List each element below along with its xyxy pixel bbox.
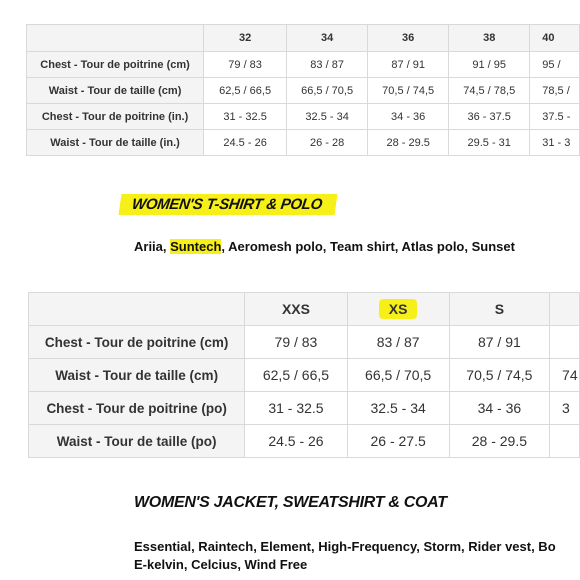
table-cell: 31 - 3: [530, 130, 580, 156]
table-row: [27, 78, 580, 104]
xs-highlight: XS: [379, 299, 418, 319]
table-cell: 34 - 36: [449, 392, 549, 425]
table-cell: [550, 425, 580, 458]
table-row: [27, 104, 580, 130]
size-header: [550, 293, 580, 326]
table-corner-cell: [29, 293, 245, 326]
product-list-text: Ariia,: [134, 239, 171, 254]
table-cell: 28 - 29.5: [368, 130, 449, 156]
row-label: Chest - Tour de poitrine (cm): [29, 326, 245, 359]
product-list-text: , Aeromesh polo, Team shirt, Atlas polo, Sunset: [221, 239, 515, 254]
table-cell: 66,5 / 70,5: [287, 78, 368, 104]
table-cell: [550, 326, 580, 359]
title-highlight: WOMEN'S T-SHIRT & POLO: [119, 194, 338, 215]
size-table-women-tshirt: [28, 292, 580, 458]
table-cell: 24.5 - 26: [204, 130, 287, 156]
table-cell: 95 /: [530, 52, 580, 78]
row-label: Chest - Tour de poitrine (cm): [27, 52, 204, 78]
table-cell: 83 / 87: [347, 326, 449, 359]
table-cell: 74,5 / 78,5: [449, 78, 530, 104]
table-cell: 70,5 / 74,5: [368, 78, 449, 104]
size-header: S: [449, 293, 549, 326]
table-cell: 83 / 87: [287, 52, 368, 78]
table-cell: 24.5 - 26: [245, 425, 347, 458]
size-header: 36: [368, 25, 449, 52]
table-cell: 87 / 91: [368, 52, 449, 78]
size-header: 32: [204, 25, 287, 52]
table-cell: 91 / 95: [449, 52, 530, 78]
table-cell: 3: [550, 392, 580, 425]
table-cell: 87 / 91: [449, 326, 549, 359]
table-cell: 26 - 27.5: [347, 425, 449, 458]
row-label: Waist - Tour de taille (cm): [27, 78, 204, 104]
table-cell: 79 / 83: [245, 326, 347, 359]
table-cell: 26 - 28: [287, 130, 368, 156]
section-title-tshirt-polo: [120, 194, 336, 215]
table-row: [27, 52, 580, 78]
section-title-jacket-sweatshirt-coat: WOMEN'S JACKET, SWEATSHIRT & COAT: [134, 494, 447, 511]
table-cell: 36 - 37.5: [449, 104, 530, 130]
size-table-top: [26, 24, 580, 156]
table-cell: 62,5 / 66,5: [245, 359, 347, 392]
row-label: Waist - Tour de taille (in.): [27, 130, 204, 156]
table-row: [29, 425, 580, 458]
table-cell: 34 - 36: [368, 104, 449, 130]
table-cell: 29.5 - 31: [449, 130, 530, 156]
size-header: 38: [449, 25, 530, 52]
table-row: [27, 130, 580, 156]
product-list-line: Essential, Raintech, Element, High-Frequency, Storm, Rider vest, Bo: [134, 539, 556, 554]
row-label: Chest - Tour de poitrine (in.): [27, 104, 204, 130]
table-corner-cell: [27, 25, 204, 52]
table-row: [29, 326, 580, 359]
row-label: Chest - Tour de poitrine (po): [29, 392, 245, 425]
highlighted-product: Suntech: [170, 239, 222, 254]
product-list-tshirt-polo: [134, 238, 515, 256]
table-cell: 62,5 / 66,5: [204, 78, 287, 104]
table-cell: 66,5 / 70,5: [347, 359, 449, 392]
table-cell: 32.5 - 34: [287, 104, 368, 130]
size-header: 40: [530, 25, 580, 52]
table-row: [29, 359, 580, 392]
table-cell: 37.5 -: [530, 104, 580, 130]
table-row: [29, 392, 580, 425]
size-header: 34: [287, 25, 368, 52]
size-header-highlighted: [347, 293, 449, 326]
table-cell: 31 - 32.5: [245, 392, 347, 425]
product-list-jacket: [134, 538, 580, 574]
table-header-row: [27, 25, 580, 52]
table-cell: 31 - 32.5: [204, 104, 287, 130]
table-cell: 79 / 83: [204, 52, 287, 78]
table-header-row: [29, 293, 580, 326]
table-cell: 28 - 29.5: [449, 425, 549, 458]
row-label: Waist - Tour de taille (cm): [29, 359, 245, 392]
table-cell: 70,5 / 74,5: [449, 359, 549, 392]
table-cell: 32.5 - 34: [347, 392, 449, 425]
table-cell: 78,5 /: [530, 78, 580, 104]
table-cell: 74: [550, 359, 580, 392]
row-label: Waist - Tour de taille (po): [29, 425, 245, 458]
product-list-line: E-kelvin, Celcius, Wind Free: [134, 557, 308, 572]
size-header: XXS: [245, 293, 347, 326]
